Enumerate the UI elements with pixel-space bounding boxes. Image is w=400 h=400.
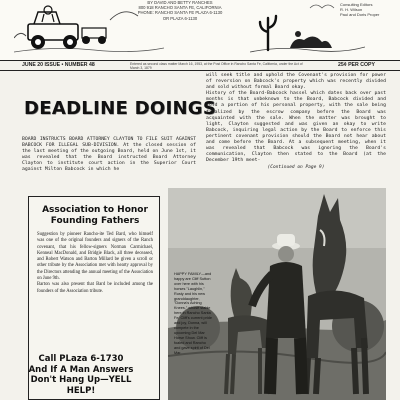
editor-credits: Consulting Editors R. H. Wilson Paul and Doris Proper — [340, 2, 380, 17]
continuation-text: will seek title and uphold the Covenant's provision for power of reversion on Babcock's property which was recently divided and sold without formal Board okay. History of the Board-Babcock hassel which dates back over past months is that unbeknown to the Board, Babcock divided and sold a portion of his personal property, with the sale being finalized by the escrow company before the Board was acquainted with the sale. When the matter was brought to light, Clayton suggested and was given an okay to write Babcock, inquiring legal action by the Board to enforce this pertinent covenant provision should the Board not hear about and come before the Board. At a subsequent meeting, when it was revealed that Babcock was ignoring the Board's communication, Clayton then stated to the Board (at the December 19th meet- — [206, 73, 386, 164]
lead-story-column: BOARD INSTRUCTS BOARD ATTORNEY CLAYTON TO FILE SUIT AGAINST BABCOCK FOR ILLEGAL SUB-DIVISION. At the closed session of the last meeting of the outgoing Board, held on June 1st, it was revealed that the Board instructed Board Attorney Clayton to institute court action in the Superior Court against Milton Babcock in which he — [22, 137, 196, 173]
headline-banner — [24, 95, 217, 133]
association-body: Suggestion by pioneer Rancho-ite Ted Bard, who himself was one of the original founders and signers of the Ranch covenant, that his fellow-signers Norman Carmichael, Kenneal MacDonald, and Bridgie Black, all three deceased, and Robert Watson and Barton Millard be given a scroll or other tribute by the Association met with hearty approval by the Directors attending the annual meeting of the Association on June 9th. Barton was also present that Bard be included among the founders of the Association tribute. — [37, 232, 153, 294]
issue-number: JUNE 20 ISSUE • NUMBER 48 — [22, 62, 95, 68]
copy-price: 25¢ PER COPY — [338, 62, 375, 68]
photo-caption: HAPPY FAMILY—and happy are Cliff Sutton over here with his horses "Laughlin," Rusty and his new granddaughter, "Donna's Aching Knees," whose stable here in Rancho Santa Fe. Cliff's current pride and joy, Donna, will compete in the upcoming Del Mar Horse Show. Cliff is foaled and Rancho and gave spirit of Del Mar. — [174, 272, 213, 355]
continued-note: (Continued on Page 9) — [267, 165, 325, 171]
masthead — [0, 0, 400, 60]
association-headline: Association to Honor Founding Fathers — [42, 205, 148, 226]
continuation-column — [206, 73, 386, 172]
publisher-info: BY DAVID AND BETTY RANCHES 800 918 RANCHO SANTA FE, CALIFORNIA PHONE: RANCHO SANTA FE PLAZA 6-1130 OR PLAZA 6-1130 — [137, 0, 223, 21]
postal-entry-notice: Entered as second class matter March 16, 1953, at the Post Office in Rancho Santa Fe, California, under the Act of March 3, 1879 — [130, 62, 303, 70]
section-headline: DEADLINE DOINGS — [24, 98, 217, 119]
issue-date-bar — [0, 60, 400, 71]
call-plaza-callout: Call PLaza 6-1730 And If A Man Answers Don't Hang Up—YELL HELP! — [28, 354, 134, 396]
